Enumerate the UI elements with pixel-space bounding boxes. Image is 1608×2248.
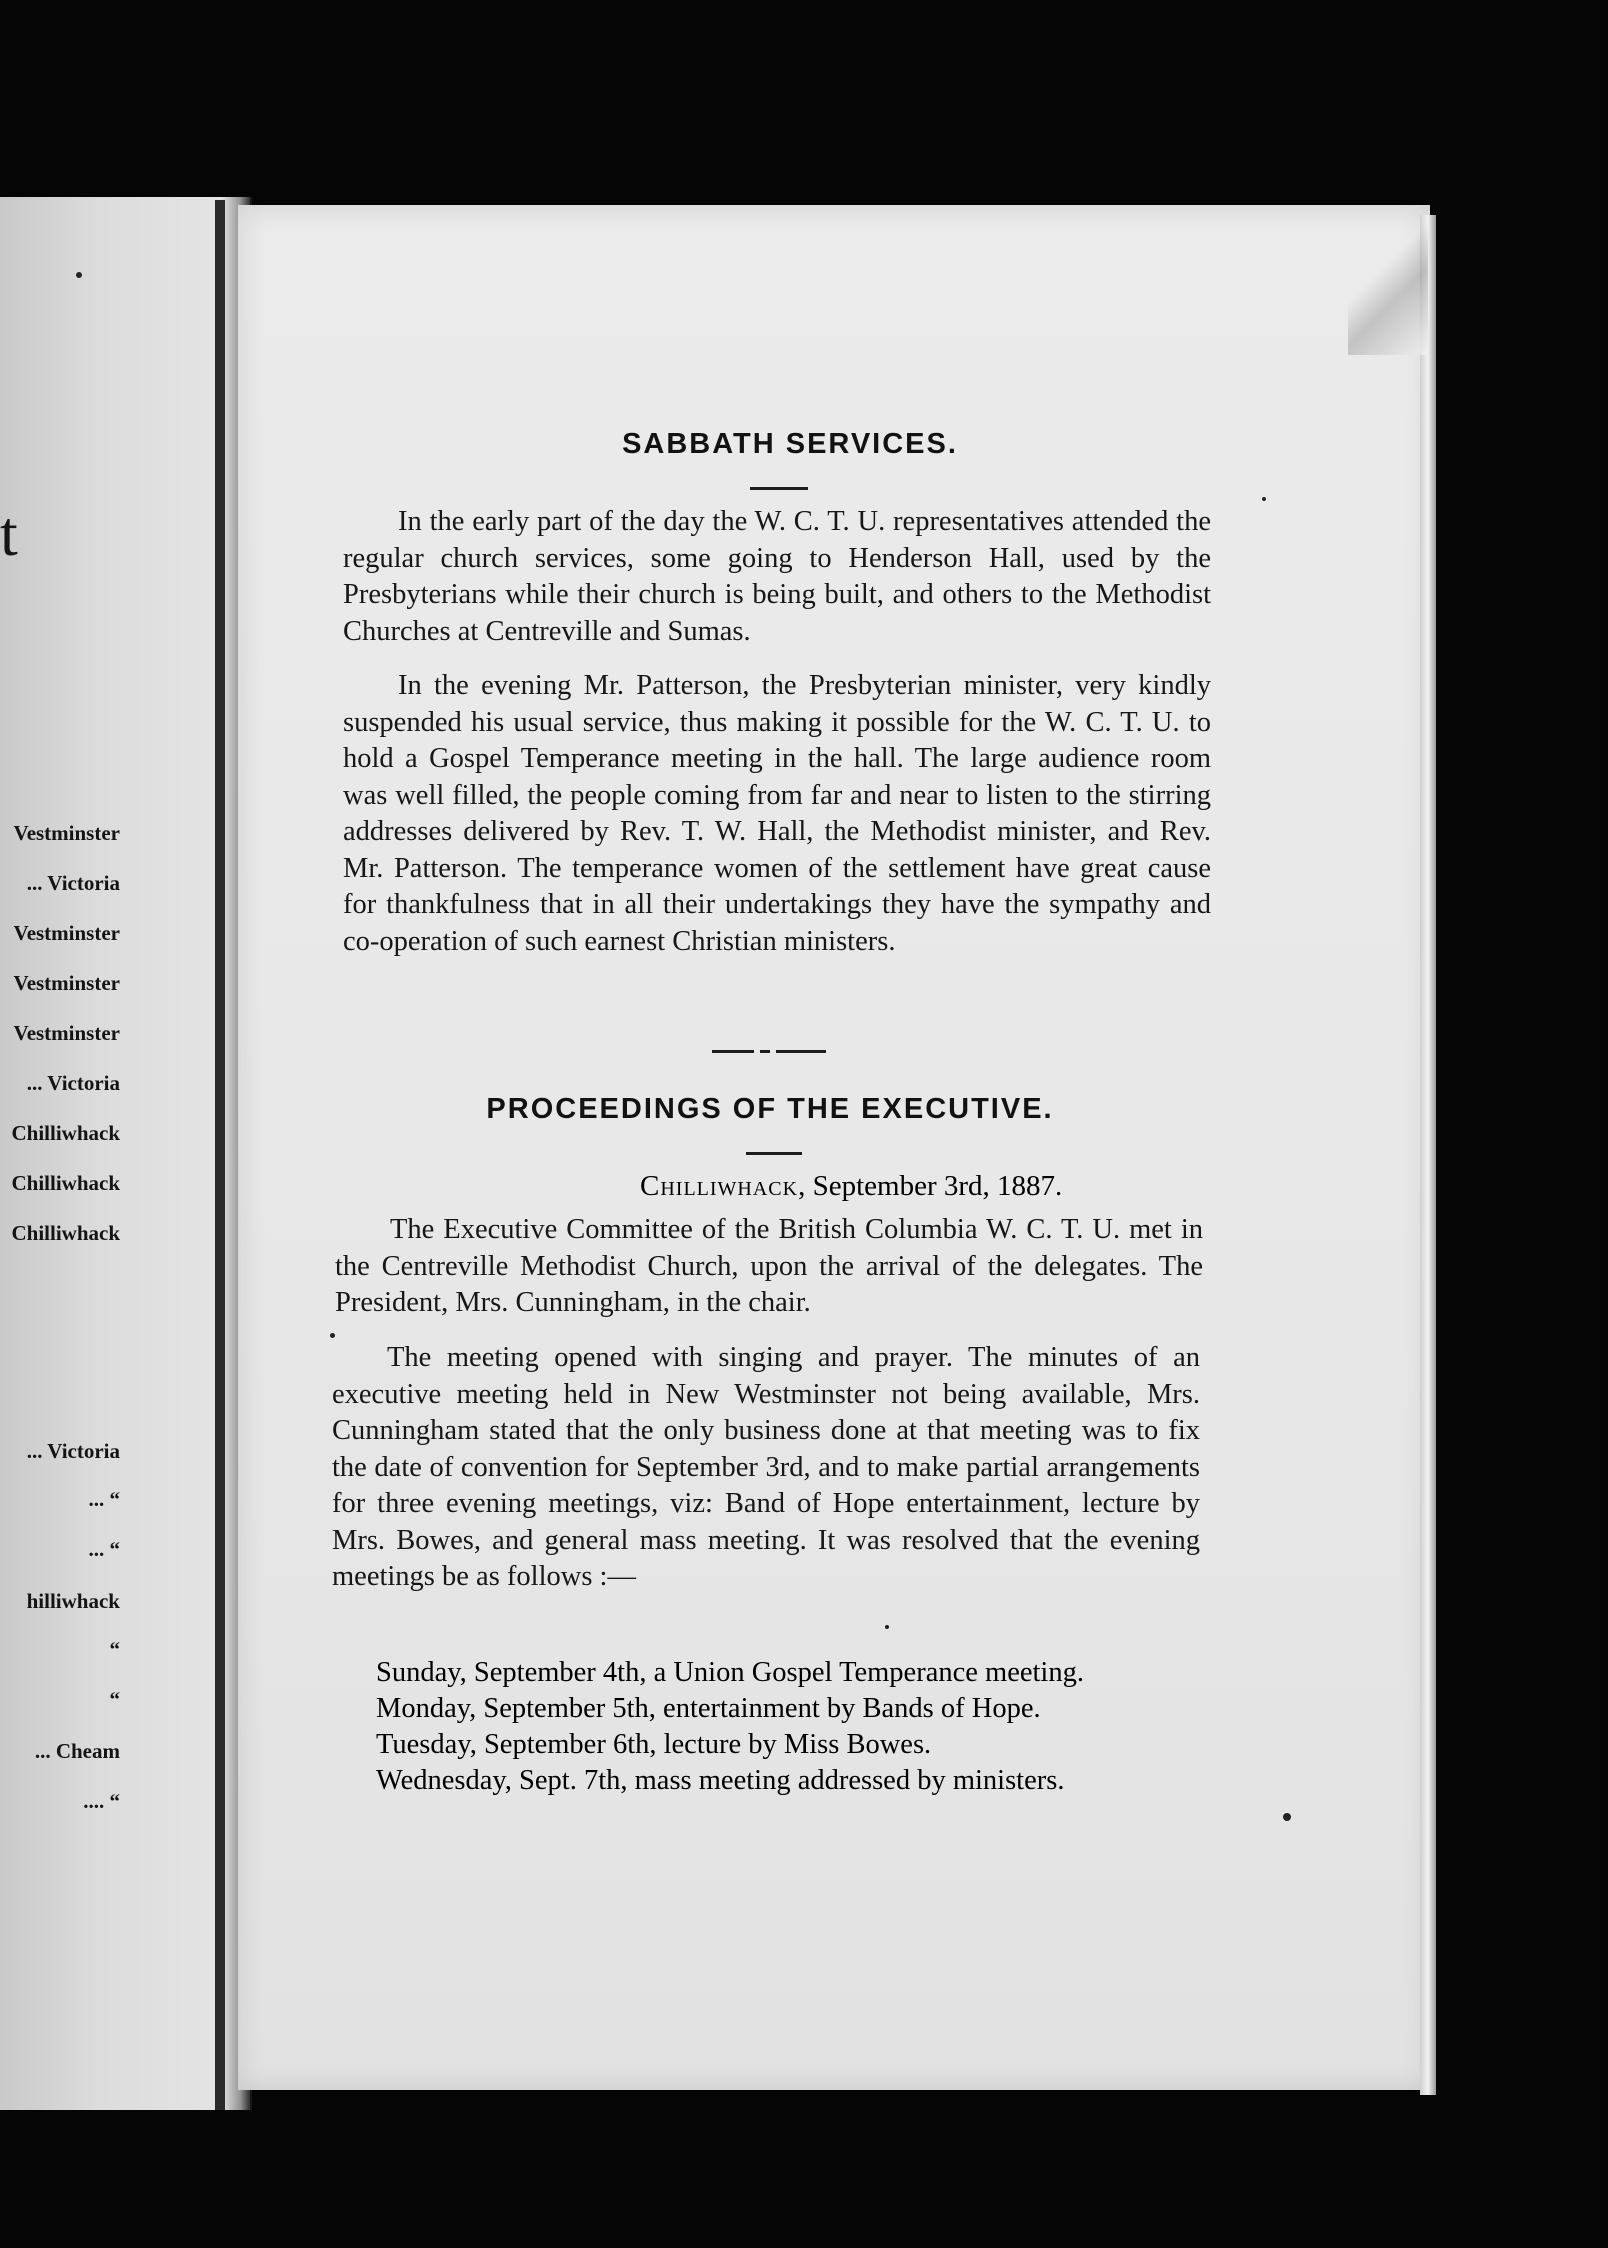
dateline-place: Chilliwhack [640, 1170, 799, 1202]
schedule-item: Monday, September 5th, entertainment by Bands of Hope. [376, 1693, 1041, 1724]
index-entry: ... Victoria [26, 1439, 120, 1463]
sabbath-paragraph: In the early part of the day the W. C. T. U. representatives attended the regular church services, some going to Henderson Hall, used by the Presbyterians while their church is being built, and others to the Methodist Churches at Centreville and Sumas. [343, 506, 1211, 647]
index-entry: hilliwhack [26, 1589, 120, 1613]
index-entry: ... “ [88, 1537, 120, 1561]
index-entry: ... Cheam [34, 1739, 120, 1763]
heading-rule [750, 487, 808, 490]
executive-paragraph: The meeting opened with singing and prayer. The minutes of an executive meeting held in New Westminster not being available, Mrs. Cunningham stated that the only business done at that meeting was to fix the date of convention for September 3rd, and to make partial arrangements for three evening meetings, viz: Band of Hope entertainment, lecture by Mrs. Bowes, and general mass meeting. It was resolved that the evening meetings be as follows :— [332, 1342, 1200, 1592]
print-speck [330, 1333, 335, 1338]
heading-rule [746, 1152, 802, 1155]
sabbath-services-heading: SABBATH SERVICES. [622, 428, 958, 460]
print-speck [885, 1625, 889, 1629]
index-entry: Chilliwhack [11, 1171, 120, 1195]
dateline-date: , September 3rd, 1887. [798, 1170, 1063, 1202]
index-entry: Vestminster [13, 821, 120, 845]
index-entry: ... Victoria [26, 1071, 120, 1095]
index-entry: “ [109, 1687, 120, 1711]
dateline [640, 1170, 1170, 1203]
proceedings-heading: PROCEEDINGS OF THE EXECUTIVE. [486, 1093, 1054, 1125]
schedule-item: Wednesday, Sept. 7th, mass meeting addressed by ministers. [376, 1765, 1065, 1796]
right-page [238, 205, 1430, 2090]
index-entry: “ [109, 1637, 120, 1661]
left-page-fragment-letter: t [0, 498, 18, 569]
index-entry: Vestminster [13, 971, 120, 995]
index-entry: Vestminster [13, 921, 120, 945]
section-divider-right [776, 1050, 826, 1053]
evening-meetings-schedule [376, 1655, 1216, 1799]
print-speck [1262, 497, 1266, 501]
schedule-item: Sunday, September 4th, a Union Gospel Temperance meeting. [376, 1657, 1084, 1688]
left-page [0, 197, 250, 2110]
print-speck [1283, 1813, 1291, 1821]
index-entry: Chilliwhack [11, 1221, 120, 1245]
sabbath-paragraph: In the evening Mr. Patterson, the Presbyterian minister, very kindly suspended his usual service, thus making it possible for the W. C. T. U. to hold a Gospel Temperance meeting in the hall. The large audience room was well filled, the people coming from far and near to listen to the stirring addresses delivered by Rev. T. W. Hall, the Methodist minister, and Rev. Mr. Patterson. The temperance women of the settlement have great cause for thankfulness that in all their undertakings they have the sympathy and co-operation of such earnest Christian ministers. [343, 670, 1211, 957]
executive-paragraph: The Executive Committee of the British Columbia W. C. T. U. met in the Centreville Methodist Church, upon the arrival of the delegates. The President, Mrs. Cunningham, in the chair. [335, 1214, 1203, 1318]
print-speck [76, 272, 82, 278]
section-divider-left [712, 1050, 754, 1053]
page-edge [1420, 215, 1436, 2095]
index-entry: Vestminster [13, 1021, 120, 1045]
section-divider-dot [760, 1050, 770, 1053]
index-entry: Chilliwhack [11, 1121, 120, 1145]
index-entry: .... “ [83, 1789, 120, 1813]
index-entry: ... Victoria [26, 871, 120, 895]
page-corner-fold [1348, 215, 1428, 355]
schedule-item: Tuesday, September 6th, lecture by Miss Bowes. [376, 1729, 932, 1760]
index-entry: ... “ [88, 1487, 120, 1511]
